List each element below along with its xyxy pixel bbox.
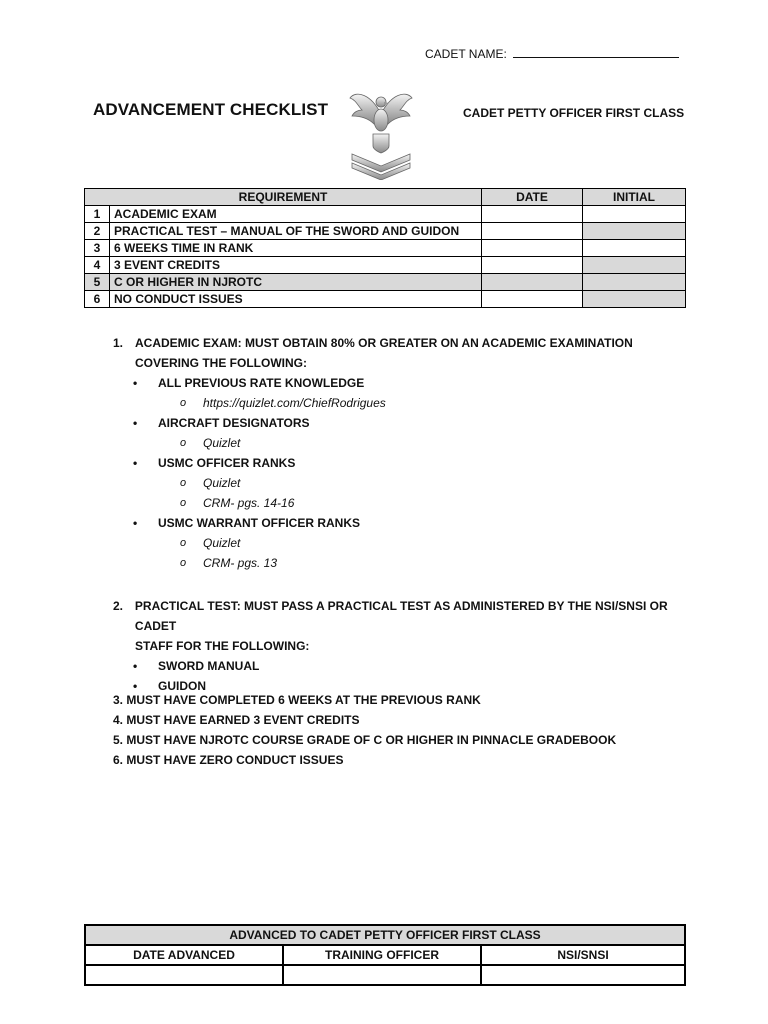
advancement-header-row [85, 945, 685, 965]
academic-exam-section [113, 333, 673, 573]
date-cell[interactable] [482, 240, 583, 257]
date-cell[interactable] [482, 206, 583, 223]
section-text-continued: COVERING THE FOLLOWING: [135, 356, 307, 370]
advancement-table [84, 924, 686, 986]
rank-title: CADET PETTY OFFICER FIRST CLASS [463, 106, 685, 120]
section-number: 1. [113, 336, 124, 350]
table-row [85, 291, 686, 308]
row-number: 3 [85, 240, 110, 257]
advancement-banner: ADVANCED TO CADET PETTY OFFICER FIRST CLASS [85, 925, 685, 945]
column-header-training-officer: TRAINING OFFICER [283, 945, 481, 965]
list-item: • SWORD MANUAL [113, 656, 673, 676]
date-cell[interactable] [482, 223, 583, 240]
initial-cell[interactable] [583, 223, 686, 240]
initial-cell[interactable] [583, 274, 686, 291]
table-row [85, 206, 686, 223]
row-number: 6 [85, 291, 110, 308]
requirement-line: 4. MUST HAVE EARNED 3 EVENT CREDITS [113, 713, 360, 727]
requirement-cell: 3 EVENT CREDITS [110, 257, 482, 274]
date-cell[interactable] [482, 274, 583, 291]
quizlet-link[interactable]: o https://quizlet.com/ChiefRodrigues [113, 393, 673, 413]
cadet-name-label: CADET NAME: [425, 47, 507, 61]
row-number: 1 [85, 206, 110, 223]
initial-cell[interactable] [583, 240, 686, 257]
sub-list-item: o Quizlet [113, 533, 673, 553]
sub-list-item: o Quizlet [113, 473, 673, 493]
sub-list-item: o CRM- pgs. 14-16 [113, 493, 673, 513]
row-number: 5 [85, 274, 110, 291]
section-text: ACADEMIC EXAM: MUST OBTAIN 80% OR GREATER ON AN ACADEMIC EXAMINATION [135, 336, 633, 350]
column-header-requirement: REQUIREMENT [85, 189, 482, 206]
list-item: • USMC OFFICER RANKS [113, 453, 673, 473]
list-item: • GUIDON [113, 676, 673, 696]
practical-test-section [113, 596, 673, 696]
list-item: • AIRCRAFT DESIGNATORS [113, 413, 673, 433]
table-row [85, 223, 686, 240]
petty-officer-insignia-icon [346, 84, 416, 180]
requirement-line: 3. MUST HAVE COMPLETED 6 WEEKS AT THE PREVIOUS RANK [113, 693, 481, 707]
list-item: • ALL PREVIOUS RATE KNOWLEDGE [113, 373, 673, 393]
list-item: • USMC WARRANT OFFICER RANKS [113, 513, 673, 533]
column-header-nsi-snsi: NSI/SNSI [481, 945, 685, 965]
advancement-entry-row [85, 965, 685, 985]
initial-cell[interactable] [583, 257, 686, 274]
table-row [85, 274, 686, 291]
section-text: PRACTICAL TEST: MUST PASS A PRACTICAL TEST AS ADMINISTERED BY THE NSI/SNSI OR CADET [134, 599, 668, 633]
sub-list-item: o Quizlet [113, 433, 673, 453]
requirements-table [84, 188, 686, 308]
section-heading [113, 596, 673, 636]
initial-cell[interactable] [583, 291, 686, 308]
section-text-continued: STAFF FOR THE FOLLOWING: [135, 639, 310, 653]
requirement-cell: 6 WEEKS TIME IN RANK [110, 240, 482, 257]
row-number: 2 [85, 223, 110, 240]
row-number: 4 [85, 257, 110, 274]
date-cell[interactable] [482, 257, 583, 274]
section-number: 2. [113, 599, 124, 613]
table-row [85, 257, 686, 274]
column-header-initial: INITIAL [583, 189, 686, 206]
requirements-header-row [85, 189, 686, 206]
other-requirements-section [113, 690, 673, 770]
date-cell[interactable] [482, 291, 583, 308]
table-row [85, 240, 686, 257]
date-advanced-cell[interactable] [85, 965, 283, 985]
training-officer-cell[interactable] [283, 965, 481, 985]
section-heading [113, 333, 673, 353]
page-title: ADVANCEMENT CHECKLIST [93, 100, 329, 119]
requirement-line: 6. MUST HAVE ZERO CONDUCT ISSUES [113, 753, 344, 767]
column-header-date: DATE [482, 189, 583, 206]
cadet-name-field [425, 46, 679, 61]
requirement-cell: C OR HIGHER IN NJROTC [110, 274, 482, 291]
requirement-cell: PRACTICAL TEST – MANUAL OF THE SWORD AND GUIDON [110, 223, 482, 240]
advancement-banner-row [85, 925, 685, 945]
initial-cell[interactable] [583, 206, 686, 223]
requirement-line: 5. MUST HAVE NJROTC COURSE GRADE OF C OR HIGHER IN PINNACLE GRADEBOOK [113, 733, 617, 747]
cadet-name-blank[interactable] [513, 46, 679, 58]
column-header-date-advanced: DATE ADVANCED [85, 945, 283, 965]
requirement-cell: ACADEMIC EXAM [110, 206, 482, 223]
nsi-snsi-cell[interactable] [481, 965, 685, 985]
requirement-cell: NO CONDUCT ISSUES [110, 291, 482, 308]
sub-list-item: o CRM- pgs. 13 [113, 553, 673, 573]
